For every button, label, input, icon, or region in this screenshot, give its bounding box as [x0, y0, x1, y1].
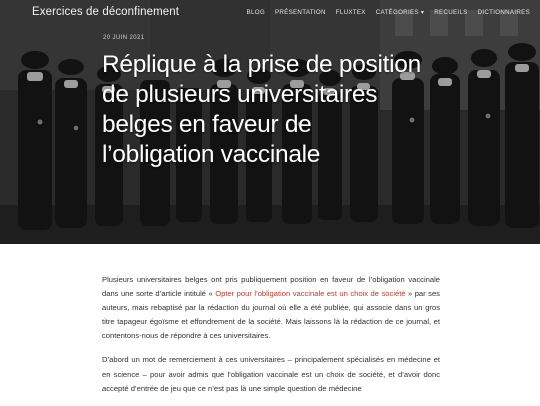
paragraph-1 [102, 273, 440, 343]
nav-item-categories[interactable]: CATÉGORIES ▾ [375, 9, 425, 16]
paragraph-1-text-after: » par ses auteurs, mais rebaptisé par la rédaction du journal où elle a été publiée, qui associe dans un gros titre tapageur égoïsme et effondrement de la société. Mais laissons là la rédaction de ce journal, et contentons-nous de répondre à ces universitaires. [102, 289, 440, 341]
site-title[interactable]: Exercices de déconfinement [32, 6, 180, 18]
main-nav [247, 9, 530, 16]
nav-item-presentation[interactable]: PRÉSENTATION [274, 9, 326, 16]
nav-item-recueils[interactable]: RECUEILS [434, 9, 468, 16]
post-date[interactable]: 20 JUIN 2021 [103, 35, 145, 41]
nav-item-dictionnaires[interactable]: DICTIONNAIRES [477, 9, 530, 16]
nav-item-fluxtex[interactable]: FLUXTEX [335, 9, 366, 16]
article-link[interactable]: Opter pour l’obligation vaccinale est un choix de société [215, 289, 406, 299]
paragraph-1-text-before: Plusieurs universitaires belges ont pris publiquement position en faveur de l’obligation vaccinale dans une sorte d’article intitulé « [102, 275, 440, 299]
post-content [102, 273, 440, 406]
post-title: Réplique à la prise de position de plusieurs universitaires belges en faveur de l’obligation vaccinale [102, 51, 421, 168]
paragraph-2: D’abord un mot de remerciement à ces universitaires – principalement spécialisés en médecine et en science – pour avoir admis que l’obligation vaccinale est un choix de société, et d’avoir donc accepté d’entrée de jeu que ce n’est pas là une simple question de médecine [102, 355, 440, 393]
nav-item-blog[interactable]: BLOG [246, 9, 265, 16]
